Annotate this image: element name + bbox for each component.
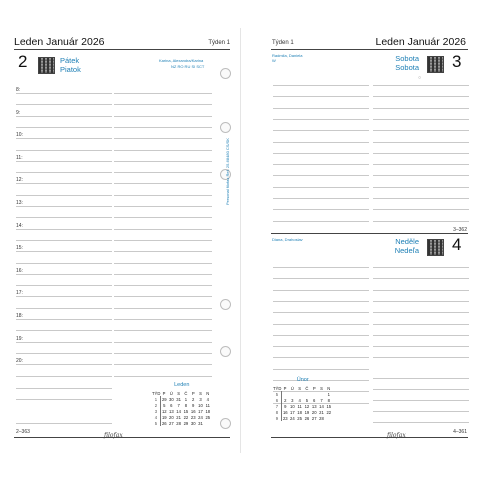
sunday-number-text: 4 (452, 235, 462, 254)
weekday-header: P (191, 390, 195, 396)
saturday-nameday-country: W (272, 58, 276, 63)
nameday: Karina, Alexandra/Karina (159, 58, 204, 63)
week-number: 2 (152, 402, 160, 408)
calendar-day: 23 (282, 415, 288, 421)
weekday-header: Ú (290, 385, 294, 391)
writing-line (373, 335, 469, 336)
half-hour-line (114, 263, 212, 264)
writing-line (273, 290, 369, 291)
writing-line (273, 267, 369, 268)
calendar-day: 19 (304, 409, 310, 415)
calendar-day: 11 (297, 403, 302, 409)
note-line (16, 388, 112, 389)
punch-hole (220, 68, 231, 79)
half-hour-line (114, 104, 212, 105)
calendar-day: 29 (183, 420, 189, 426)
writing-line (273, 301, 369, 302)
hour-line (114, 206, 212, 207)
calendar-day: 30 (168, 396, 174, 402)
weekday-header: TÝD (152, 390, 161, 396)
calendar-day: 10 (289, 403, 295, 409)
writing-line (373, 119, 469, 120)
hour-line (114, 274, 212, 275)
note-line (16, 423, 112, 424)
calendar-week-row (152, 420, 211, 426)
calendar-day: 27 (311, 415, 317, 421)
qr-code (427, 56, 444, 73)
hour-label: 16: (16, 267, 23, 274)
header-rule (14, 49, 230, 50)
writing-line (273, 198, 369, 199)
saturday-number (452, 52, 461, 72)
week-label: Týden 1 (272, 40, 294, 46)
week-label: Týden 1 (208, 40, 230, 46)
half-hour-line (16, 104, 112, 105)
week-number: 9 (273, 415, 281, 421)
note-line (16, 399, 112, 400)
writing-line (373, 142, 469, 143)
writing-line (273, 175, 369, 176)
writing-line (273, 187, 369, 188)
half-hour-line (16, 240, 112, 241)
calendar-day: 10 (198, 402, 203, 408)
hour-line (16, 364, 112, 365)
hour-line (16, 138, 112, 139)
calendar-day: 21 (176, 414, 181, 420)
sunday-nameday: Diana, Drahoslav (272, 237, 303, 242)
hour-label: 11: (16, 154, 23, 161)
calendar-table (152, 390, 211, 426)
weekday-header: N (327, 385, 331, 391)
hour-line (16, 161, 112, 162)
hour-label: 8: (16, 87, 21, 93)
half-hour-line (114, 217, 212, 218)
writing-line (273, 164, 369, 165)
punch-hole (220, 346, 231, 357)
hour-line (114, 251, 212, 252)
hour-label: 14: (16, 222, 23, 229)
calendar-day: 5 (305, 397, 309, 403)
writing-line (273, 324, 369, 325)
calendar-title: Leden (174, 382, 190, 388)
half-hour-line (114, 195, 212, 196)
writing-line (373, 153, 469, 154)
writing-line (373, 267, 469, 268)
writing-line (373, 389, 469, 390)
calendar-title: Únor (296, 377, 309, 383)
calendar-day: 25 (297, 415, 302, 421)
calendar-day: 8 (184, 402, 188, 408)
calendar-day: 23 (190, 414, 196, 420)
writing-line (373, 278, 469, 279)
hour-line (16, 319, 112, 320)
weekday-header: S (320, 385, 323, 391)
calendar-day: 13 (168, 408, 174, 414)
writing-line (273, 221, 369, 222)
calendar-day: 3 (199, 396, 202, 402)
calendar-table (273, 385, 332, 421)
calendar-day: 27 (168, 420, 174, 426)
writing-line (273, 278, 369, 279)
circle-icon: ○ (418, 75, 422, 81)
footer-rule (271, 437, 468, 438)
half-hour-line (16, 330, 112, 331)
week-number: 1 (152, 396, 160, 402)
writing-line (273, 142, 369, 143)
calendar-day: 22 (183, 414, 189, 420)
calendar-day: 8 (327, 397, 330, 403)
writing-line (273, 346, 369, 347)
calendar-day: 24 (289, 415, 295, 421)
qr-code (427, 239, 444, 256)
day-name-sk: Piatok (60, 65, 81, 74)
half-hour-line (16, 195, 112, 196)
calendar-day: 4 (206, 396, 209, 402)
hour-line (16, 229, 112, 230)
writing-line (273, 153, 369, 154)
weekday-header: S (177, 390, 181, 396)
page-number: 4–361 (453, 429, 467, 435)
week-number: 6 (273, 397, 281, 403)
page-number: 2–363 (16, 429, 30, 435)
punch-hole (220, 418, 231, 429)
writing-line (373, 378, 469, 379)
calendar-day: 26 (304, 415, 310, 421)
weekday-header: TÝD (273, 385, 282, 391)
writing-line (273, 96, 369, 97)
writing-line (273, 130, 369, 131)
calendar-day: 16 (190, 408, 196, 414)
day-number: 2 (18, 52, 28, 71)
hour-label: 19: (16, 335, 23, 342)
half-hour-line (114, 308, 212, 309)
calendar-day: 9 (192, 402, 195, 408)
hour-line (114, 116, 212, 117)
hour-line (114, 342, 212, 343)
punch-hole (220, 299, 231, 310)
week-number: 8 (273, 409, 281, 415)
sunday-name-cz: Neděle (395, 237, 419, 246)
hour-line (16, 183, 112, 184)
saturday-name-cz: Sobota (395, 54, 419, 63)
writing-line (273, 335, 369, 336)
right-page (240, 28, 476, 453)
half-hour-line (16, 263, 112, 264)
weekday-header: P (283, 385, 287, 391)
half-hour-line (114, 330, 212, 331)
writing-line (373, 187, 469, 188)
calendar-day: 1 (327, 391, 330, 397)
writing-line (373, 301, 469, 302)
weekday-header: Č (184, 390, 188, 396)
qr-code (38, 57, 55, 74)
half-hour-line (16, 150, 112, 151)
calendar-day: 18 (297, 409, 302, 415)
calendar-day: 31 (198, 420, 203, 426)
sunday-name-sk: Nedeľa (394, 246, 419, 255)
writing-line (373, 96, 469, 97)
page-title: Leden Január 2026 (375, 36, 466, 48)
calendar-day: 30 (190, 420, 196, 426)
half-hour-line (114, 353, 212, 354)
half-hour-line (114, 127, 212, 128)
day-divider-rule (271, 233, 468, 234)
hour-line (16, 342, 112, 343)
calendar-day: 15 (326, 403, 332, 409)
calendar-day: 1 (184, 396, 188, 402)
hour-line (16, 296, 112, 297)
hour-label: 18: (16, 313, 23, 319)
writing-line (373, 357, 469, 358)
writing-line (373, 411, 469, 412)
half-hour-line (16, 172, 112, 173)
calendar-day: 6 (313, 397, 316, 403)
calendar-day: 18 (205, 408, 211, 414)
hour-label: 15: (16, 245, 23, 252)
week-number: 3 (152, 408, 160, 414)
writing-line (273, 108, 369, 109)
writing-line (373, 221, 469, 222)
calendar-day: 15 (183, 408, 189, 414)
week-number: 5 (152, 420, 160, 426)
writing-line (273, 357, 369, 358)
calendar-day: 29 (161, 396, 167, 402)
saturday-number-text: 3 (452, 52, 462, 71)
hour-line (16, 206, 112, 207)
hour-line (114, 319, 212, 320)
calendar-day: 22 (326, 409, 332, 415)
hour-line (16, 93, 112, 94)
calendar-day: 3 (291, 397, 294, 403)
calendar-day: 17 (289, 409, 295, 415)
weekday-header: Ú (169, 390, 173, 396)
punch-hole (220, 122, 231, 133)
weekday-header: P (162, 390, 166, 396)
calendar-day: 5 (163, 402, 166, 408)
half-hour-line (16, 217, 112, 218)
calendar-day: 28 (319, 415, 324, 421)
calendar-day: 13 (311, 403, 317, 409)
calendar-day: 21 (319, 409, 324, 415)
hour-line (114, 138, 212, 139)
saturday-nameday: Radmila, Daniela (272, 53, 303, 58)
half-hour-line (114, 172, 212, 173)
hour-line (114, 93, 212, 94)
page-title: Leden Január 2026 (14, 36, 105, 48)
week-number: 7 (273, 403, 281, 409)
saturday-name-sk: Sobota (395, 63, 419, 72)
hour-line (114, 183, 212, 184)
writing-line (373, 324, 469, 325)
writing-line (373, 108, 469, 109)
hour-label: 9: (16, 109, 21, 116)
calendar-day: 7 (320, 397, 323, 403)
half-hour-line (16, 285, 112, 286)
week-number: 4 (152, 414, 160, 420)
weekday-header: P (312, 385, 316, 391)
hour-label: 10: (16, 132, 23, 139)
writing-line (373, 400, 469, 401)
calendar-day: 24 (198, 414, 203, 420)
writing-line (273, 85, 369, 86)
weekday-header: Č (305, 385, 309, 391)
writing-line (373, 290, 469, 291)
weekday-header: S (199, 390, 202, 396)
spine-reference: Personal filofax Ref. 25-68480 CS/SK (225, 138, 230, 205)
hour-label: 12: (16, 177, 23, 184)
weekday-header: N (206, 390, 210, 396)
writing-line (373, 175, 469, 176)
mini-calendar-leden (152, 382, 211, 426)
calendar-day: 17 (198, 408, 203, 414)
hour-line (16, 274, 112, 275)
writing-line (373, 312, 469, 313)
half-hour-line (16, 308, 112, 309)
calendar-day: 4 (298, 397, 301, 403)
half-hour-line (114, 376, 212, 377)
writing-line (373, 198, 469, 199)
half-hour-line (16, 127, 112, 128)
calendar-day: 9 (284, 403, 287, 409)
header-rule (271, 49, 468, 50)
calendar-day: 20 (311, 409, 317, 415)
calendar-week-row (273, 415, 332, 421)
writing-line (373, 130, 469, 131)
weekday-header: S (298, 385, 302, 391)
week-number: 5 (273, 391, 281, 397)
calendar-day: 12 (161, 408, 167, 414)
calendar-day: 28 (176, 420, 181, 426)
hour-label: 17: (16, 290, 23, 297)
calendar-day: 19 (161, 414, 167, 420)
calendar-day: 16 (282, 409, 288, 415)
calendar-day: 14 (176, 408, 181, 414)
writing-line (273, 369, 369, 370)
hour-label: 20: (16, 358, 23, 365)
calendar-day: 2 (192, 396, 195, 402)
hour-line (114, 296, 212, 297)
calendar-day: 14 (319, 403, 324, 409)
saturday-page-number: 3–362 (453, 227, 467, 233)
left-page (6, 28, 242, 453)
writing-line (273, 119, 369, 120)
nameday-countries: NZ RO RU SI SCT (171, 64, 205, 69)
calendar-day: 12 (304, 403, 310, 409)
calendar-day (204, 420, 211, 426)
writing-line (373, 422, 469, 423)
half-hour-line (16, 353, 112, 354)
half-hour-line (114, 240, 212, 241)
calendar-day: 7 (177, 402, 180, 408)
mini-calendar-unor (273, 377, 332, 421)
calendar-day: 2 (284, 397, 287, 403)
calendar-day: 26 (161, 420, 167, 426)
half-hour-line (114, 150, 212, 151)
hour-line (114, 364, 212, 365)
writing-line (273, 312, 369, 313)
calendar-day: 31 (176, 396, 181, 402)
hour-label: 13: (16, 200, 23, 206)
calendar-day: 25 (205, 414, 211, 420)
writing-line (373, 164, 469, 165)
writing-line (373, 85, 469, 86)
calendar-day: 20 (168, 414, 174, 420)
calendar-day: 6 (170, 402, 173, 408)
calendar-day (325, 415, 332, 421)
writing-line (373, 209, 469, 210)
writing-line (273, 209, 369, 210)
brand-logo: filofax (104, 432, 123, 439)
half-hour-line (16, 376, 112, 377)
hour-line (114, 229, 212, 230)
calendar-day: 11 (205, 402, 210, 408)
hour-line (16, 116, 112, 117)
writing-line (373, 346, 469, 347)
sunday-number (452, 235, 461, 255)
brand-logo: filofax (387, 432, 406, 439)
half-hour-line (114, 285, 212, 286)
hour-line (114, 161, 212, 162)
day-name-cz: Pátek (60, 56, 80, 65)
hour-line (16, 251, 112, 252)
